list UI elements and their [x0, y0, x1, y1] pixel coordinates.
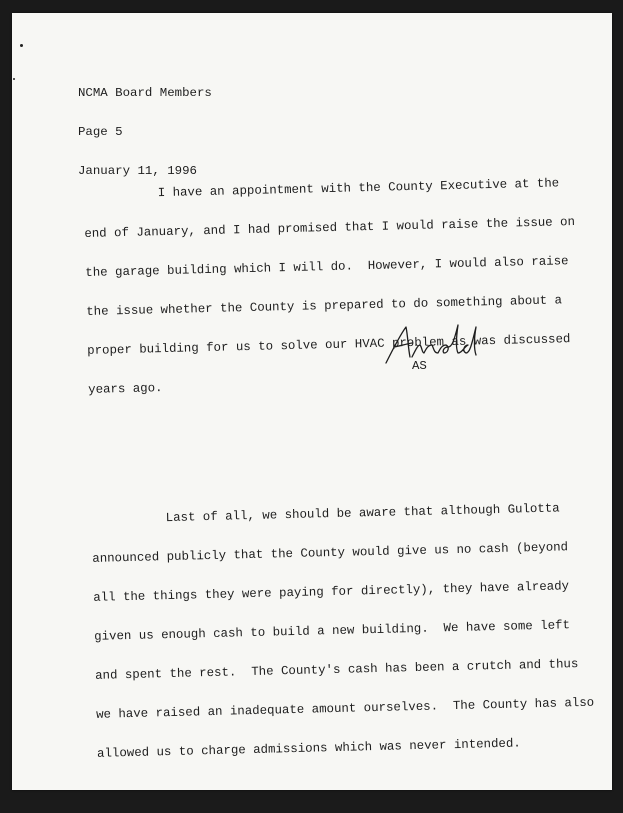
body-line: the garage building which I will do. However, I would also raise	[85, 254, 569, 280]
body-line: allowed us to charge admissions which was never intended.	[96, 736, 521, 761]
body-line: and spent the rest. The County's cash has been a crutch and thus	[94, 657, 579, 683]
body-line: Last of all, we should be aware that although Gulotta	[91, 501, 560, 527]
paragraph-2	[91, 476, 595, 786]
sender-initials: AS	[412, 359, 427, 373]
body-line: proper building for us to solve our HVAC problem as was discussed	[87, 332, 571, 358]
body-line: years ago.	[88, 381, 163, 397]
recipient-line: NCMA Board Members	[78, 86, 212, 100]
letter-body	[82, 126, 595, 813]
body-line: given us enough cash to build a new building. We have some left	[94, 618, 571, 644]
body-line: I have an appointment with the County Executive at the	[83, 176, 560, 202]
body-line: we have raised an inadequate amount ourselves. The County has also	[95, 695, 595, 722]
body-line: end of January, and I had promised that I would raise the issue on	[84, 214, 576, 241]
body-line: the issue whether the County is prepared to do something about a	[86, 293, 563, 319]
page-number: Page 5	[78, 125, 123, 139]
handwritten-signature	[372, 313, 482, 373]
paragraph-gap	[90, 437, 560, 461]
letter-date: January 11, 1996	[78, 164, 197, 178]
punch-mark	[13, 78, 15, 80]
body-line: all the things they were paying for directly), they have already	[93, 579, 570, 605]
paragraph-1	[83, 152, 576, 423]
punch-mark	[20, 44, 23, 47]
signature-icon	[372, 313, 482, 373]
body-line: announced publicly that the County would give us no cash (beyond	[92, 540, 569, 566]
